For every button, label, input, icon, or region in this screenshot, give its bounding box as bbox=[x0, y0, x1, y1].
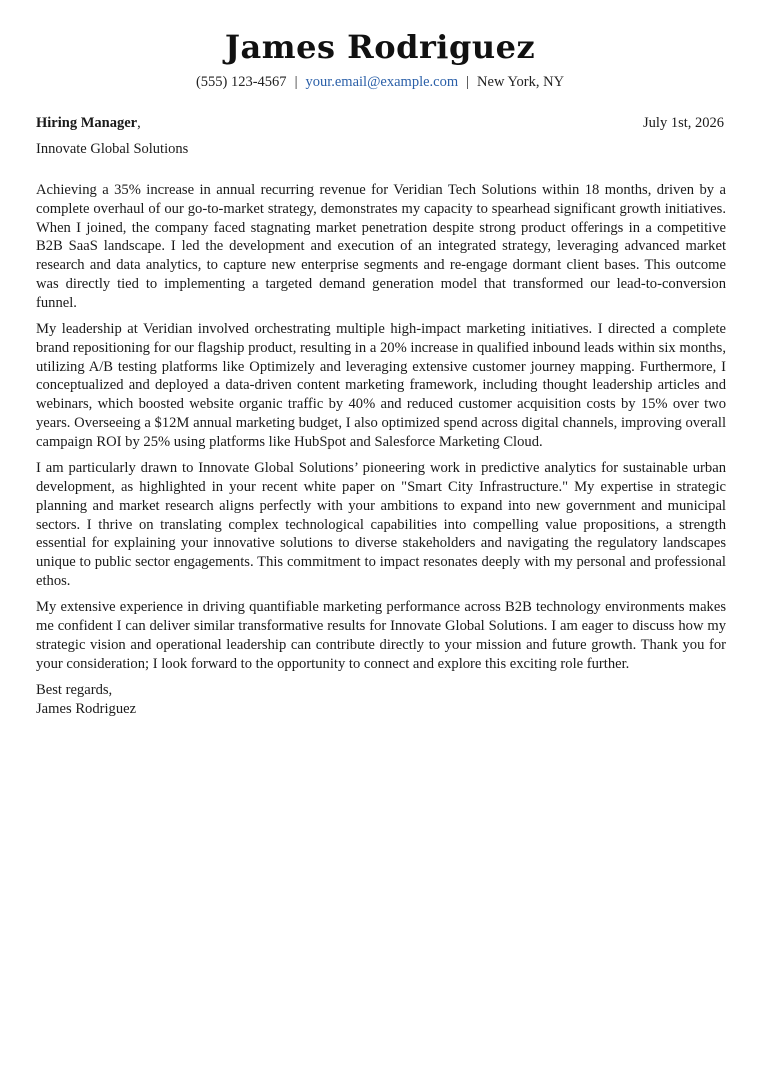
applicant-name: James Rodriguez bbox=[224, 28, 536, 66]
recipient bbox=[36, 115, 141, 132]
contact-line bbox=[0, 74, 760, 91]
body-paragraph: My leadership at Veridian involved orchestrating multiple high-impact marketing initiatives. I directed a complete brand repositioning for our flagship product, resulting in a 20% increase in qualified inbound leads within six months, utilizing A/B testing platforms like Optimizely and leveraging extensive customer journey mapping. Furthermore, I conceptualized and deployed a data-driven content marketing framework, including thought leadership articles and webinars, which boosted website organic traffic by 40% and reduced customer acquisition costs by 15% over two years. Overseeing a $12M annual marketing budget, I also optimized spend across digital channels, improving overall campaign ROI by 25% using platforms like HubSpot and Salesforce Marketing Cloud. bbox=[36, 321, 726, 450]
separator: | bbox=[466, 74, 470, 90]
separator: | bbox=[294, 74, 298, 90]
closing-salutation: Best regards, bbox=[36, 682, 113, 699]
letter-date: July 1st, 2026 bbox=[643, 115, 724, 131]
recipient-row bbox=[36, 115, 724, 132]
body-paragraph: I am particularly drawn to Innovate Global Solutions’ pioneering work in predictive analytics for sustainable urban development, as highlighted in your recent white paper on "Smart City Infrastructure." My expertise in strategic planning and market research aligns perfectly with your ambitions to expand into new government and municipal sectors. I thrive on translating complex technological capabilities into compelling value propositions, a strength essential for explaining your innovative solutions to diverse stakeholders and navigating the regulatory landscapes unique to public sector engagements. This commitment to impact resonates deeply with my personal and professional ethos. bbox=[36, 460, 726, 589]
body-paragraph: Achieving a 35% increase in annual recurring revenue for Veridian Tech Solutions within 18 months, driven by a complete overhaul of our go-to-market strategy, demonstrates my capacity to spearhead significant growth initiatives. When I joined, the company faced stagnating market penetration despite strong product offerings in a competitive B2B SaaS landscape. I led the development and execution of an integrated strategy, leveraging advanced market research and data analytics, to capture new enterprise segments and re-engage dormant client bases. This outcome was directly tied to implementing a targeted demand generation model that transformed our lead-to-conversion funnel. bbox=[36, 182, 726, 311]
signature-name: James Rodriguez bbox=[36, 701, 137, 718]
location: New York, NY bbox=[477, 74, 565, 90]
closing-block bbox=[36, 681, 726, 719]
letter-body bbox=[36, 181, 726, 719]
email-link[interactable]: your.email@example.com bbox=[305, 74, 459, 90]
body-paragraph: My extensive experience in driving quantifiable marketing performance across B2B technology environments makes me confident I can deliver similar transformative results for Innovate Global Solutions. I am eager to discuss how my strategic vision and operational leadership can contribute directly to your mission and future growth. Thank you for your consideration; I look forward to the opportunity to connect and explore this exciting role further. bbox=[36, 599, 726, 672]
recipient-company: Innovate Global Solutions bbox=[36, 141, 189, 157]
recipient-name-comma: , bbox=[137, 115, 141, 131]
recipient-name: Hiring Manager bbox=[36, 115, 138, 131]
phone-number: (555) 123-4567 bbox=[195, 74, 287, 90]
